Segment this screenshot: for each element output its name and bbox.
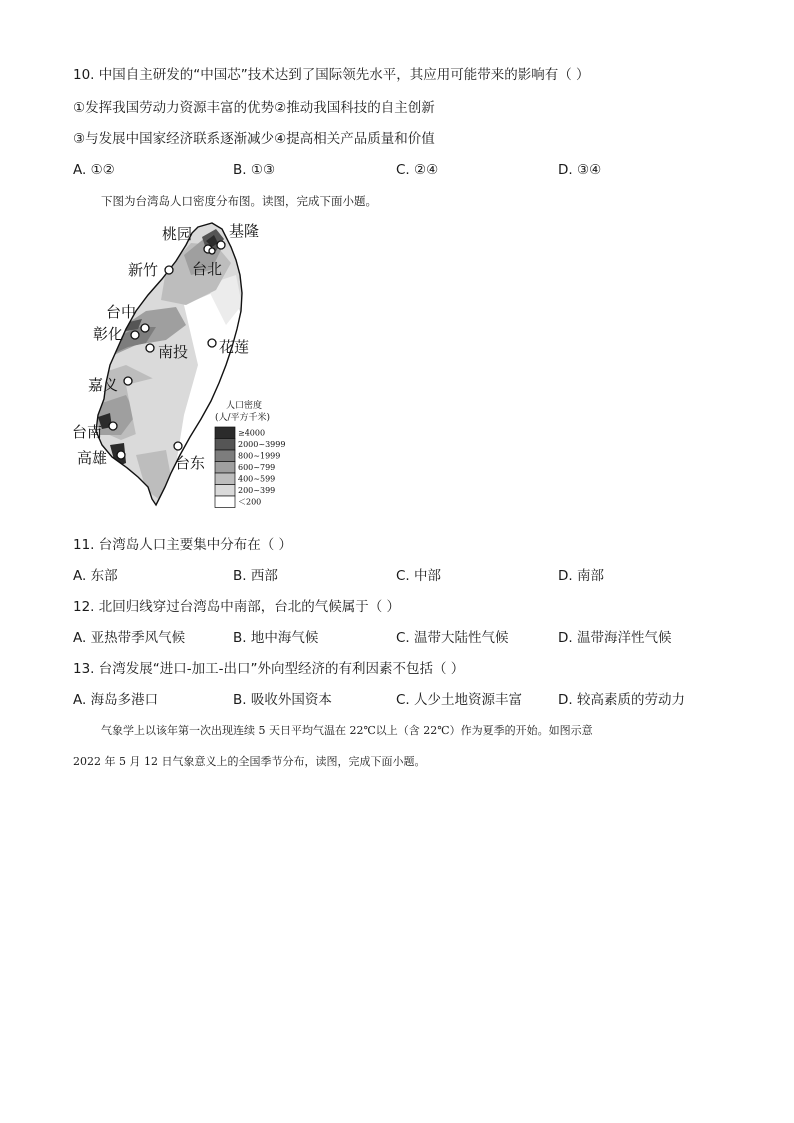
marker-changhua bbox=[131, 331, 139, 339]
label-tainan: 台南 bbox=[72, 423, 103, 441]
q10-statements-2: ③与发展中国家经济联系逐渐减少④提高相关产品质量和价值 bbox=[73, 131, 435, 147]
legend-label: 800~1999 bbox=[238, 451, 281, 461]
q11-option-d: D. 南部 bbox=[558, 568, 604, 584]
marker-keelung bbox=[217, 241, 225, 249]
legend-label: 600~799 bbox=[238, 463, 276, 472]
q10-option-c: C. ②④ bbox=[396, 162, 439, 178]
q10-statements-1: ①发挥我国劳动力资源丰富的优势②推动我国科技的自主创新 bbox=[73, 100, 435, 116]
marker-nantou bbox=[146, 344, 154, 352]
legend-swatch bbox=[215, 462, 235, 474]
q13-option-d: D. 较高素质的劳动力 bbox=[558, 692, 685, 708]
q13-option-a: A. 海岛多港口 bbox=[73, 692, 159, 708]
q11-option-b: B. 西部 bbox=[233, 568, 278, 584]
legend-swatch bbox=[215, 473, 235, 485]
label-changhua: 彰化 bbox=[93, 325, 124, 343]
marker-kaohsiung bbox=[117, 451, 125, 459]
label-taipei: 台北 bbox=[192, 260, 223, 278]
legend-title: 人口密度 bbox=[226, 401, 263, 411]
legend-unit: (人/平方千米) bbox=[215, 413, 271, 423]
legend-label: ＜200 bbox=[238, 497, 262, 507]
legend-label: 2000~3999 bbox=[238, 440, 286, 449]
legend-swatch bbox=[215, 485, 235, 497]
map-intro: 下图为台湾岛人口密度分布图。读图，完成下面小题。 bbox=[101, 194, 377, 208]
q12-option-d: D. 温带海洋性气候 bbox=[558, 630, 672, 646]
label-taitung: 台东 bbox=[175, 454, 206, 472]
season-intro-line1: 气象学上以该年第一次出现连续 5 天日平均气温在 22℃以上（含 22℃）作为夏季的开始。如图示意 bbox=[101, 724, 593, 737]
q10-option-d: D. ③④ bbox=[558, 162, 602, 178]
legend-swatch bbox=[215, 439, 235, 451]
legend-swatch bbox=[215, 496, 235, 508]
q12-stem: 12. 北回归线穿过台湾岛中南部，台北的气候属于（ ） bbox=[73, 599, 401, 615]
q13-stem: 13. 台湾发展“进口-加工-出口”外向型经济的有利因素不包括（ ） bbox=[73, 661, 465, 677]
label-taoyuan: 桃园 bbox=[162, 225, 193, 243]
label-hualien: 花莲 bbox=[219, 338, 250, 356]
marker-hsinchu bbox=[165, 266, 173, 274]
legend-label: 400~599 bbox=[238, 474, 276, 484]
marker-taitung bbox=[174, 442, 182, 450]
label-keelung: 基隆 bbox=[229, 222, 260, 240]
q12-option-b: B. 地中海气候 bbox=[233, 630, 319, 646]
taiwan-population-map bbox=[66, 215, 296, 525]
q10-option-a: A. ①② bbox=[73, 162, 115, 178]
q11-option-c: C. 中部 bbox=[396, 568, 442, 584]
q10-stem: 10. 中国自主研发的“中国芯”技术达到了国际领先水平，其应用可能带来的影响有（ ） bbox=[73, 67, 590, 83]
season-intro-line2: 2022 年 5 月 12 日气象意义上的全国季节分布，读图，完成下面小题。 bbox=[73, 755, 426, 768]
q12-option-c: C. 温带大陆性气候 bbox=[396, 630, 509, 646]
q13-option-b: B. 吸收外国资本 bbox=[233, 692, 332, 708]
label-hsinchu: 新竹 bbox=[128, 261, 159, 279]
q12-option-a: A. 亚热带季风气候 bbox=[73, 630, 186, 646]
map-legend bbox=[215, 399, 285, 508]
marker-tainan bbox=[109, 422, 117, 430]
marker-hualien bbox=[208, 339, 216, 347]
legend-label: ≥4000 bbox=[238, 428, 266, 438]
marker-chiayi bbox=[124, 377, 132, 385]
q11-option-a: A. 东部 bbox=[73, 568, 118, 584]
marker-taichung bbox=[141, 324, 149, 332]
legend-label: 200~399 bbox=[238, 486, 276, 495]
label-kaohsiung: 高雄 bbox=[77, 449, 108, 467]
q13-option-c: C. 人少土地资源丰富 bbox=[396, 692, 523, 708]
legend-swatch bbox=[215, 427, 235, 439]
marker-taipei bbox=[209, 248, 215, 254]
label-taichung: 台中 bbox=[106, 303, 137, 321]
label-nantou: 南投 bbox=[158, 343, 189, 361]
q11-stem: 11. 台湾岛人口主要集中分布在（ ） bbox=[73, 537, 293, 553]
label-chiayi: 嘉义 bbox=[88, 376, 119, 394]
q10-option-b: B. ①③ bbox=[233, 162, 276, 178]
legend-swatch bbox=[215, 450, 235, 462]
